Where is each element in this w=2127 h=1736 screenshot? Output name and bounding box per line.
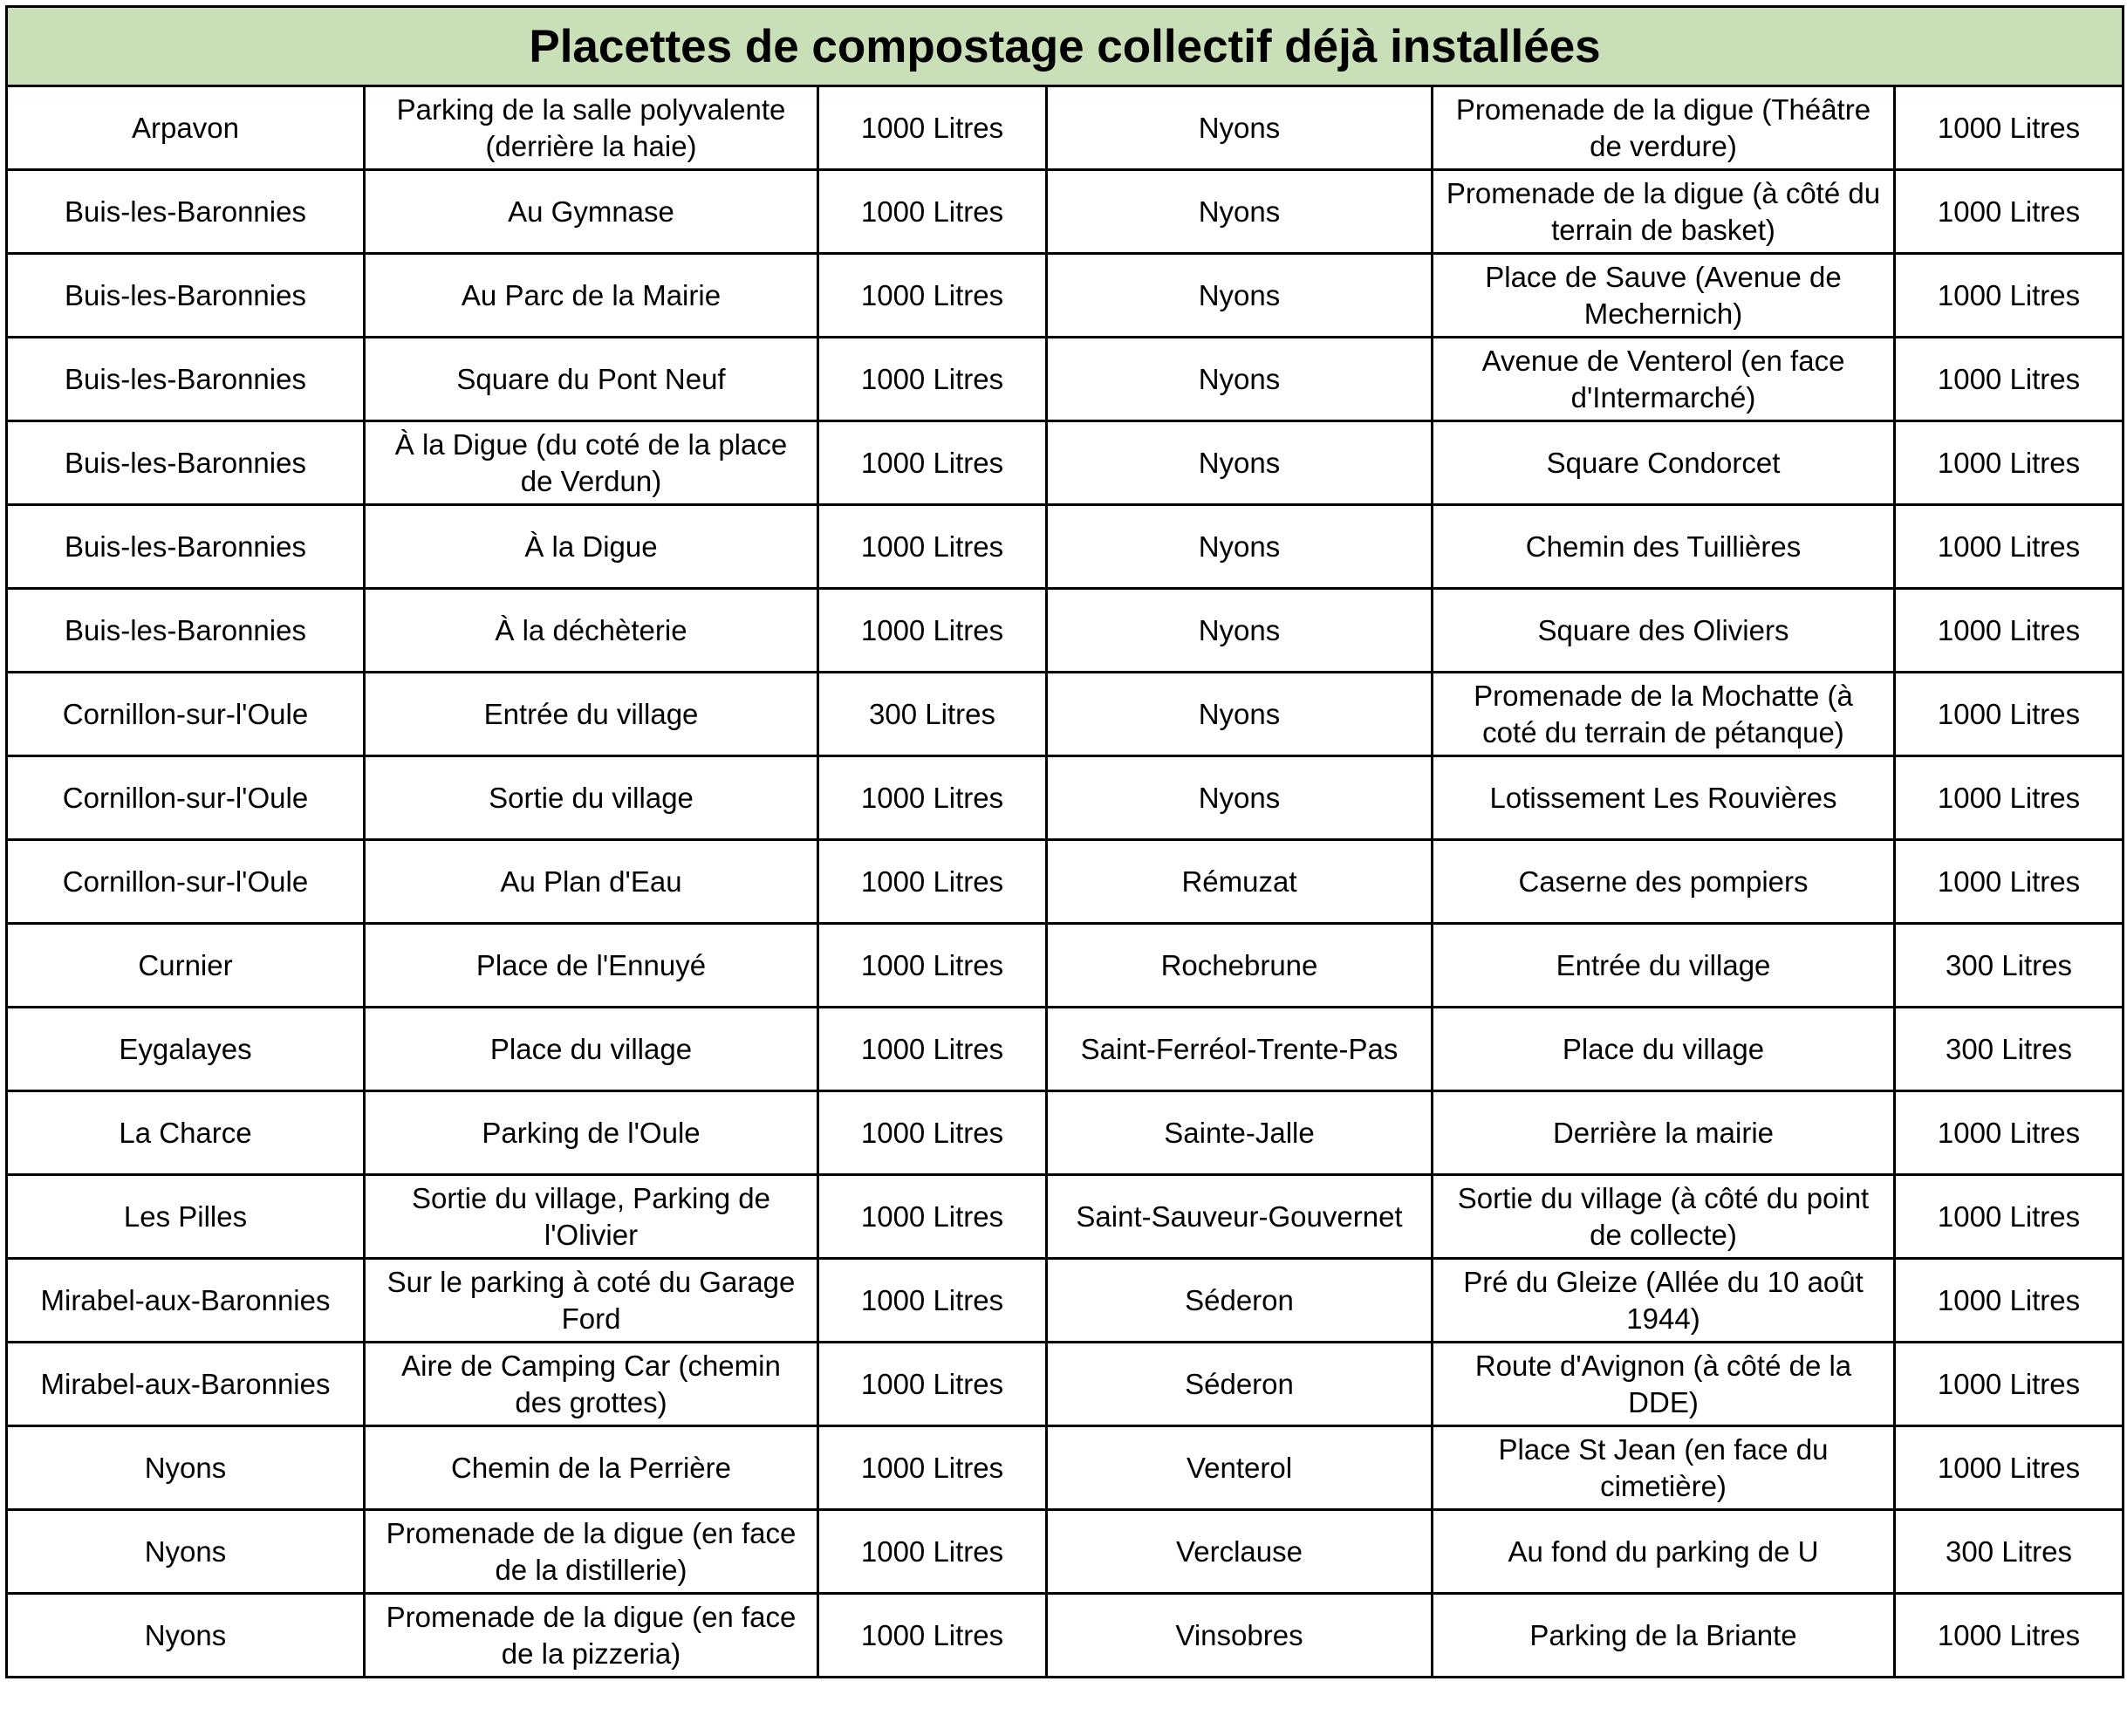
capacity-cell: 1000 Litres (818, 589, 1047, 673)
commune-cell: Nyons (7, 1426, 365, 1510)
location-cell: Square Condorcet (1433, 421, 1895, 505)
capacity-cell: 1000 Litres (1895, 254, 2124, 338)
commune-cell: Nyons (1047, 254, 1433, 338)
location-cell: Au Plan d'Eau (365, 840, 818, 924)
commune-cell: Saint-Sauveur-Gouvernet (1047, 1175, 1433, 1259)
table-row (7, 924, 2124, 1008)
capacity-cell: 1000 Litres (818, 254, 1047, 338)
capacity-cell: 1000 Litres (818, 1091, 1047, 1175)
capacity-cell: 1000 Litres (818, 1343, 1047, 1426)
commune-cell: Eygalayes (7, 1008, 365, 1091)
commune-cell: Verclause (1047, 1510, 1433, 1594)
capacity-cell: 1000 Litres (818, 421, 1047, 505)
location-cell: Sortie du village, Parking de l'Olivier (365, 1175, 818, 1259)
commune-cell: Saint-Ferréol-Trente-Pas (1047, 1008, 1433, 1091)
capacity-cell: 300 Litres (1895, 1008, 2124, 1091)
commune-cell: La Charce (7, 1091, 365, 1175)
commune-cell: Cornillon-sur-l'Oule (7, 840, 365, 924)
title-row (7, 7, 2124, 86)
location-cell: Derrière la mairie (1433, 1091, 1895, 1175)
location-cell: Promenade de la digue (à côté du terrain de basket) (1433, 170, 1895, 254)
table-row (7, 840, 2124, 924)
capacity-cell: 1000 Litres (1895, 673, 2124, 756)
table-row (7, 589, 2124, 673)
commune-cell: Sainte-Jalle (1047, 1091, 1433, 1175)
commune-cell: Nyons (1047, 673, 1433, 756)
location-cell: Place du village (365, 1008, 818, 1091)
capacity-cell: 300 Litres (1895, 924, 2124, 1008)
location-cell: Entrée du village (365, 673, 818, 756)
table-row (7, 1175, 2124, 1259)
location-cell: Place de l'Ennuyé (365, 924, 818, 1008)
commune-cell: Arpavon (7, 86, 365, 170)
table-row (7, 421, 2124, 505)
composting-sites-table (5, 5, 2124, 1678)
capacity-cell: 1000 Litres (1895, 1426, 2124, 1510)
capacity-cell: 1000 Litres (818, 840, 1047, 924)
location-cell: Sur le parking à coté du Garage Ford (365, 1259, 818, 1343)
table-title: Placettes de compostage collectif déjà installées (7, 7, 2124, 86)
commune-cell: Buis-les-Baronnies (7, 589, 365, 673)
capacity-cell: 1000 Litres (1895, 1091, 2124, 1175)
location-cell: Caserne des pompiers (1433, 840, 1895, 924)
capacity-cell: 1000 Litres (1895, 840, 2124, 924)
commune-cell: Nyons (1047, 170, 1433, 254)
capacity-cell: 1000 Litres (1895, 1175, 2124, 1259)
location-cell: Promenade de la digue (en face de la pizzeria) (365, 1594, 818, 1678)
commune-cell: Buis-les-Baronnies (7, 338, 365, 421)
capacity-cell: 300 Litres (1895, 1510, 2124, 1594)
table-row (7, 1594, 2124, 1678)
commune-cell: Nyons (1047, 338, 1433, 421)
location-cell: Sortie du village (à côté du point de collecte) (1433, 1175, 1895, 1259)
table-row (7, 1343, 2124, 1426)
location-cell: Sortie du village (365, 756, 818, 840)
location-cell: Promenade de la digue (Théâtre de verdure) (1433, 86, 1895, 170)
capacity-cell: 1000 Litres (1895, 1343, 2124, 1426)
commune-cell: Rochebrune (1047, 924, 1433, 1008)
capacity-cell: 1000 Litres (818, 86, 1047, 170)
location-cell: Place de Sauve (Avenue de Mechernich) (1433, 254, 1895, 338)
table-row (7, 338, 2124, 421)
table-row (7, 1259, 2124, 1343)
composting-sites-sheet (5, 5, 2122, 1731)
location-cell: À la Digue (du coté de la place de Verdun) (365, 421, 818, 505)
commune-cell: Mirabel-aux-Baronnies (7, 1343, 365, 1426)
capacity-cell: 1000 Litres (818, 170, 1047, 254)
table-row (7, 1426, 2124, 1510)
capacity-cell: 1000 Litres (818, 1259, 1047, 1343)
commune-cell: Nyons (1047, 756, 1433, 840)
commune-cell: Curnier (7, 924, 365, 1008)
capacity-cell: 1000 Litres (1895, 1594, 2124, 1678)
location-cell: Place du village (1433, 1008, 1895, 1091)
commune-cell: Nyons (1047, 421, 1433, 505)
commune-cell: Cornillon-sur-l'Oule (7, 756, 365, 840)
location-cell: Promenade de la Mochatte (à coté du terrain de pétanque) (1433, 673, 1895, 756)
capacity-cell: 1000 Litres (1895, 86, 2124, 170)
commune-cell: Séderon (1047, 1259, 1433, 1343)
commune-cell: Vinsobres (1047, 1594, 1433, 1678)
commune-cell: Buis-les-Baronnies (7, 170, 365, 254)
capacity-cell: 1000 Litres (818, 338, 1047, 421)
capacity-cell: 1000 Litres (1895, 421, 2124, 505)
commune-cell: Nyons (1047, 86, 1433, 170)
capacity-cell: 1000 Litres (1895, 1259, 2124, 1343)
table-row (7, 673, 2124, 756)
location-cell: Parking de la salle polyvalente (derrière la haie) (365, 86, 818, 170)
capacity-cell: 1000 Litres (1895, 505, 2124, 589)
table-row (7, 1008, 2124, 1091)
capacity-cell: 1000 Litres (818, 1008, 1047, 1091)
commune-cell: Séderon (1047, 1343, 1433, 1426)
location-cell: Parking de l'Oule (365, 1091, 818, 1175)
commune-cell: Nyons (7, 1510, 365, 1594)
table-row (7, 254, 2124, 338)
table-row (7, 170, 2124, 254)
location-cell: Square des Oliviers (1433, 589, 1895, 673)
location-cell: Parking de la Briante (1433, 1594, 1895, 1678)
location-cell: À la Digue (365, 505, 818, 589)
capacity-cell: 1000 Litres (1895, 756, 2124, 840)
location-cell: Au fond du parking de U (1433, 1510, 1895, 1594)
table-row (7, 1091, 2124, 1175)
capacity-cell: 1000 Litres (818, 924, 1047, 1008)
table-row (7, 86, 2124, 170)
capacity-cell: 1000 Litres (818, 1510, 1047, 1594)
capacity-cell: 1000 Litres (818, 505, 1047, 589)
commune-cell: Buis-les-Baronnies (7, 421, 365, 505)
location-cell: Entrée du village (1433, 924, 1895, 1008)
commune-cell: Cornillon-sur-l'Oule (7, 673, 365, 756)
location-cell: Pré du Gleize (Allée du 10 août 1944) (1433, 1259, 1895, 1343)
table-body (7, 86, 2124, 1678)
location-cell: Au Gymnase (365, 170, 818, 254)
commune-cell: Rémuzat (1047, 840, 1433, 924)
capacity-cell: 1000 Litres (818, 1594, 1047, 1678)
location-cell: Avenue de Venterol (en face d'Intermarché) (1433, 338, 1895, 421)
location-cell: Square du Pont Neuf (365, 338, 818, 421)
location-cell: À la déchèterie (365, 589, 818, 673)
location-cell: Au Parc de la Mairie (365, 254, 818, 338)
table-row (7, 1510, 2124, 1594)
capacity-cell: 1000 Litres (1895, 338, 2124, 421)
location-cell: Chemin de la Perrière (365, 1426, 818, 1510)
capacity-cell: 1000 Litres (818, 756, 1047, 840)
commune-cell: Venterol (1047, 1426, 1433, 1510)
table-row (7, 505, 2124, 589)
capacity-cell: 1000 Litres (1895, 589, 2124, 673)
commune-cell: Les Pilles (7, 1175, 365, 1259)
commune-cell: Mirabel-aux-Baronnies (7, 1259, 365, 1343)
commune-cell: Nyons (1047, 589, 1433, 673)
commune-cell: Buis-les-Baronnies (7, 505, 365, 589)
commune-cell: Nyons (1047, 505, 1433, 589)
capacity-cell: 1000 Litres (1895, 170, 2124, 254)
commune-cell: Nyons (7, 1594, 365, 1678)
location-cell: Aire de Camping Car (chemin des grottes) (365, 1343, 818, 1426)
commune-cell: Buis-les-Baronnies (7, 254, 365, 338)
location-cell: Lotissement Les Rouvières (1433, 756, 1895, 840)
capacity-cell: 1000 Litres (818, 1175, 1047, 1259)
location-cell: Place St Jean (en face du cimetière) (1433, 1426, 1895, 1510)
table-row (7, 756, 2124, 840)
capacity-cell: 300 Litres (818, 673, 1047, 756)
capacity-cell: 1000 Litres (818, 1426, 1047, 1510)
location-cell: Chemin des Tuillières (1433, 505, 1895, 589)
location-cell: Promenade de la digue (en face de la distillerie) (365, 1510, 818, 1594)
location-cell: Route d'Avignon (à côté de la DDE) (1433, 1343, 1895, 1426)
